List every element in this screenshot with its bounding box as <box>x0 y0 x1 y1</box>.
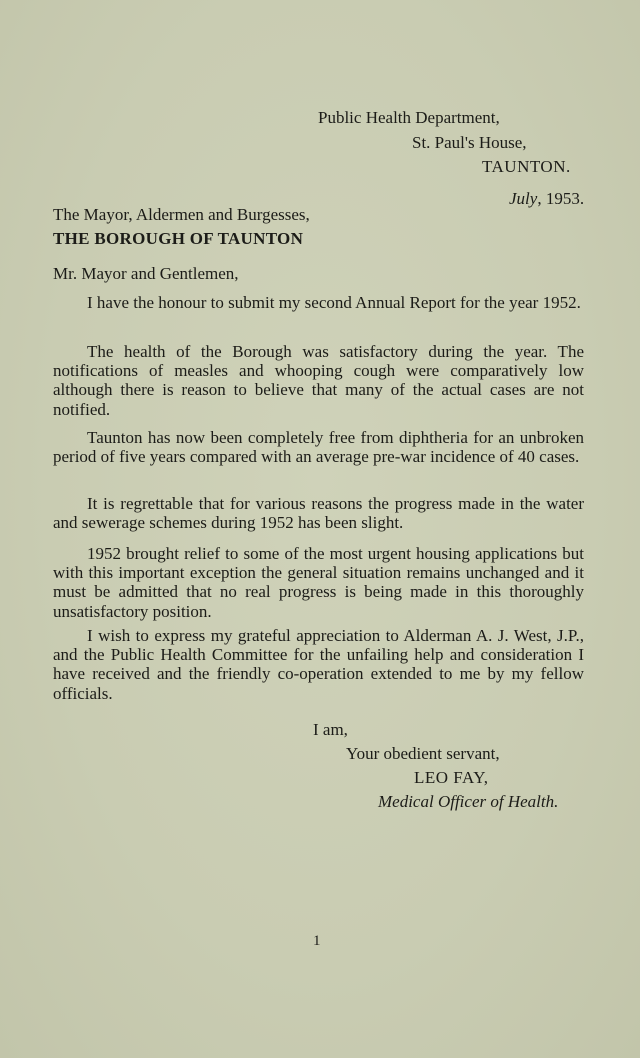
closing-servant: Your obedient servant, <box>346 744 500 763</box>
paragraph-2: The health of the Borough was satisfactory during the year. The notifications of measles and whooping cough were comparatively low although there is reason to believe that many of the actual cases are not notified. <box>53 342 584 419</box>
page-number: 1 <box>313 933 321 949</box>
letter-date <box>509 189 584 209</box>
signatory-name: LEO FAY, <box>414 768 489 787</box>
date-month: July <box>509 189 538 208</box>
address-line-2: St. Paul's House, <box>412 133 527 152</box>
paragraph-6: I wish to express my grateful appreciation to Alderman A. J. West, J.P., and the Public Health Committee for the unfailing help and consideration I have received and the friendly co-operation extended to me by my fellow officials. <box>53 626 584 703</box>
date-year: , 1953. <box>537 189 585 208</box>
addressee-line-1: The Mayor, Aldermen and Burgesses, <box>53 205 310 224</box>
address-line-1: Public Health Department, <box>318 108 500 127</box>
closing-i-am: I am, <box>313 720 348 739</box>
paragraph-5: 1952 brought relief to some of the most urgent housing applications but with this important exception the general situation remains unchanged and it must be admitted that no real progress is being made in this thoroughly unsatisfactory position. <box>53 544 584 621</box>
paragraph-3: Taunton has now been completely free from diphtheria for an unbroken period of five years compared with an average pre-war incidence of 40 cases. <box>53 428 584 467</box>
paragraph-1: I have the honour to submit my second Annual Report for the year 1952. <box>87 293 581 312</box>
address-line-3: TAUNTON. <box>482 157 571 176</box>
signatory-title: Medical Officer of Health. <box>378 792 559 811</box>
paragraph-4: It is regrettable that for various reasons the progress made in the water and sewerage schemes during 1952 has been slight. <box>53 494 584 533</box>
addressee-line-2: THE BOROUGH OF TAUNTON <box>53 229 304 248</box>
salutation: Mr. Mayor and Gentlemen, <box>53 264 239 283</box>
